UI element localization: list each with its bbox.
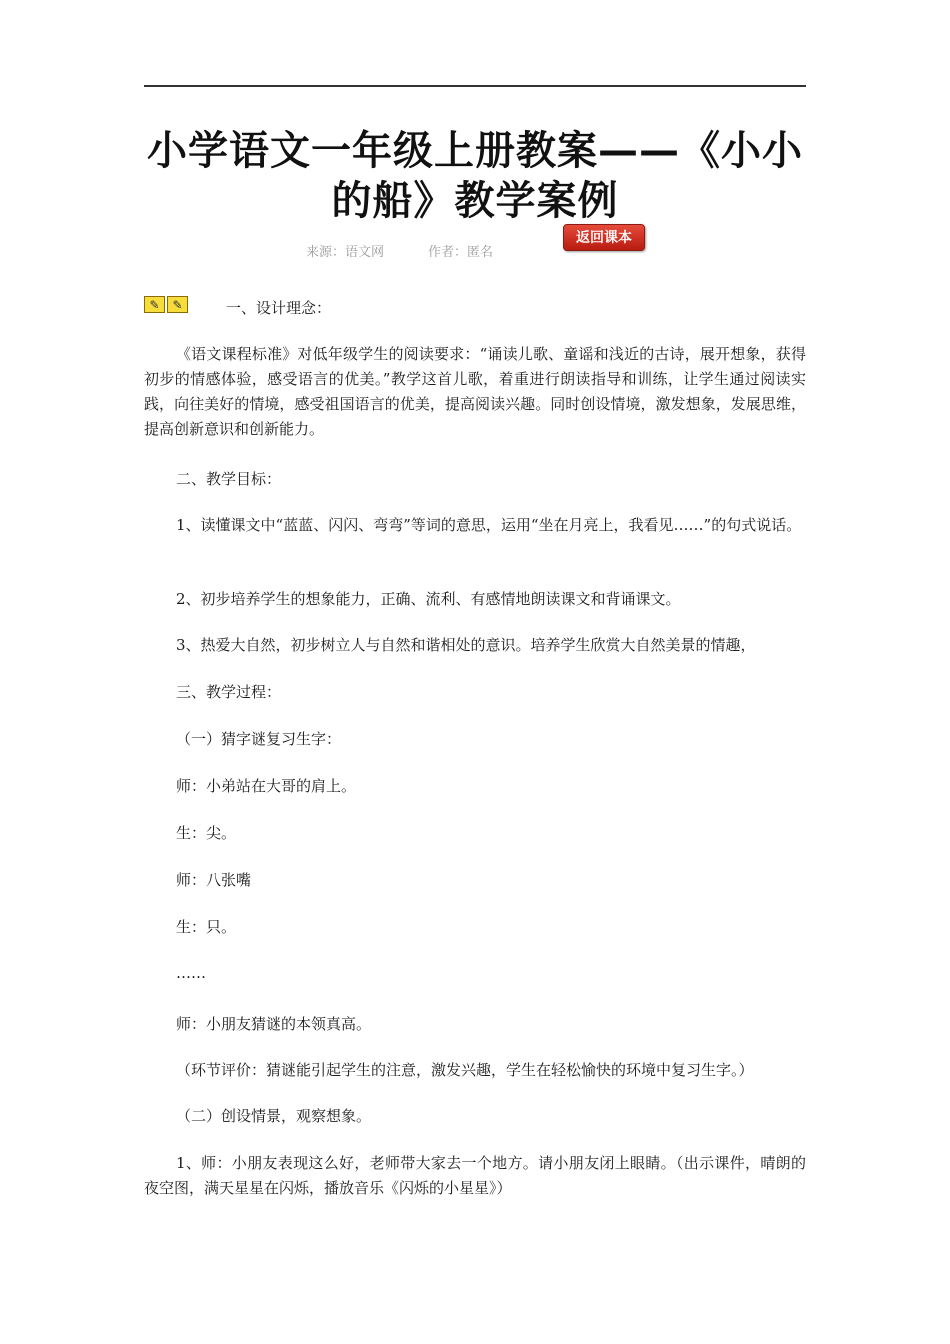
- dialogue-line: 师：八张嘴: [176, 871, 252, 889]
- top-rule: [144, 85, 806, 87]
- goal-2: 2、初步培养学生的想象能力，正确、流利、有感情地朗读课文和背诵课文。: [176, 590, 681, 608]
- step2-body: 1、师：小朋友表现这么好，老师带大家去一个地方。请小朋友闭上眼睛。（出示课件，晴朗的夜空图，满天星星在闪烁，播放音乐《闪烁的小星星》）: [144, 1154, 806, 1197]
- section2-heading: 二、教学目标：: [176, 470, 282, 488]
- icon-strip: [144, 296, 190, 314]
- book-icon: ✎: [167, 296, 188, 313]
- section1-heading: 一、设计理念：: [226, 299, 332, 317]
- dialogue-line: 生：只。: [176, 918, 237, 936]
- source-label: 来源：语文网: [306, 245, 385, 260]
- goal-3: 3、热爱大自然，初步树立人与自然和谐相处的意识。培养学生欣赏大自然美景的情趣，: [176, 636, 756, 654]
- comment: （环节评价：猜谜能引起学生的注意，激发兴趣，学生在轻松愉快的环境中复习生字。）: [176, 1061, 754, 1079]
- dialogue-line: 师：小弟站在大哥的肩上。: [176, 777, 357, 795]
- page-title: 小学语文一年级上册教案——《小小的船》教学案例: [147, 128, 803, 224]
- goal-1: 1、读懂课文中“蓝蓝、闪闪、弯弯”等词的意思，运用“坐在月亮上，我看见……”的句式说话。: [176, 516, 802, 534]
- step2-heading: （二）创设情景，观察想象。: [176, 1107, 372, 1125]
- book-icon: ✎: [144, 296, 165, 313]
- dialogue-line: ……: [176, 964, 206, 982]
- author-label: 作者：匿名: [428, 245, 494, 260]
- back-to-textbook-button[interactable]: 返回课本: [563, 224, 645, 251]
- dialogue-line: 生：尖。: [176, 824, 237, 842]
- section1-body: 《语文课程标准》对低年级学生的阅读要求：“诵读儿歌、童谣和浅近的古诗，展开想象，获得初步的情感体验，感受语言的优美。”教学这首儿歌，着重进行朗读指导和训练，让学生通过阅读实践，向往美好的情境，感受祖国语言的优美，提高阅读兴趣。同时创设情境，激发想象，发展思维，提高创新意识和创新能力。: [144, 345, 806, 438]
- dialogue-line: 师：小朋友猜谜的本领真高。: [176, 1015, 372, 1033]
- section3-heading: 三、教学过程：: [176, 683, 282, 701]
- step1-heading: （一）猜字谜复习生字：: [176, 730, 342, 748]
